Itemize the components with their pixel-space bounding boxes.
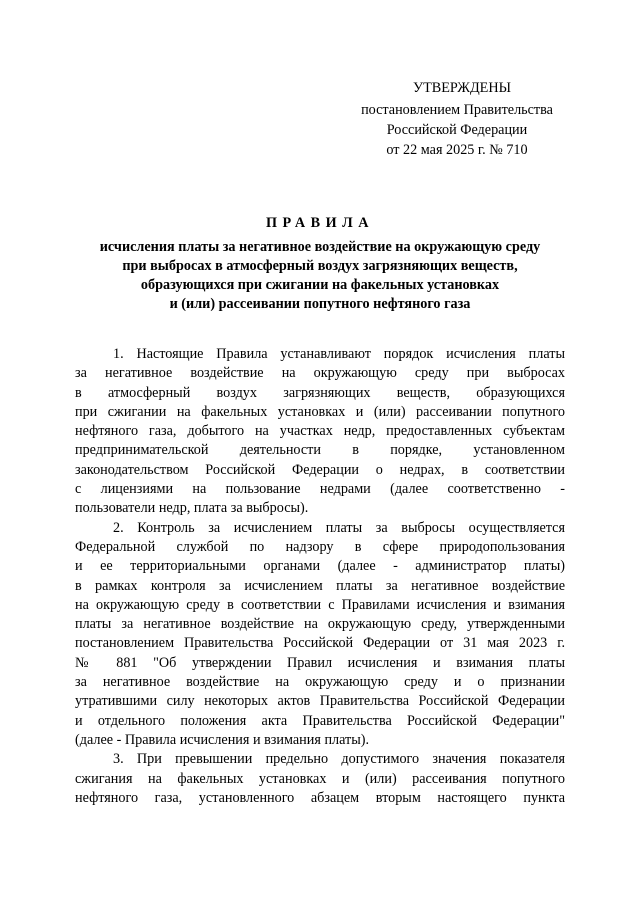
- paragraph-line: нефтяного газа, добытого на участках недр, предоставленных субъектам: [75, 423, 565, 440]
- paragraph-1: [75, 345, 565, 519]
- paragraph-line: с лицензиями на пользование недрами (далее соответственно -: [75, 481, 565, 498]
- subtitle-line: при выбросах в атмосферный воздух загрязняющих веществ,: [122, 258, 518, 274]
- paragraph-line: сжигания на факельных установках и (или) рассеивания попутного: [75, 770, 565, 787]
- paragraph-line: на окружающую среду в соответствии с Правилами исчисления и взимания: [75, 596, 565, 613]
- paragraph-line: в рамках контроля за исчислением платы за негативное воздействие: [75, 577, 565, 594]
- paragraph-line: за негативное воздействие на окружающую среду и о признании: [75, 674, 565, 691]
- approval-line: Российской Федерации: [386, 122, 528, 138]
- paragraph-line: 1. Настоящие Правила устанавливают порядок исчисления платы: [113, 346, 565, 362]
- paragraph-line: утратившими силу некоторых актов Правительства Российской Федерации: [75, 693, 565, 710]
- paragraph-line: при сжигании на факельных установках и (или) рассеивании попутного: [75, 403, 565, 420]
- paragraph-line: нефтяного газа, установленного абзацем вторым настоящего пункта: [75, 789, 565, 806]
- paragraph-line: в атмосферный воздух загрязняющих веществ, образующихся: [75, 384, 565, 401]
- approval-line: постановлением Правительства: [361, 102, 553, 118]
- paragraph-line: № 881 "Об утверждении Правил исчисления и взимания платы: [75, 654, 565, 671]
- subtitle-line: исчисления платы за негативное воздействие на окружающую среду: [99, 239, 541, 255]
- document-subtitle: [0, 238, 640, 314]
- paragraph-line: законодательством Российской Федерации о недрах, в соответствии: [75, 461, 565, 478]
- paragraph-line: и ее территориальными органами (далее - администратор платы): [75, 558, 565, 575]
- approval-block: [352, 78, 562, 160]
- paragraph-line: постановлением Правительства Российской Федерации от 31 мая 2023 г.: [75, 635, 565, 652]
- paragraph-line: платы за негативное воздействие на окружающую среду, утвержденными: [75, 616, 565, 633]
- paragraph-line: (далее - Правила исчисления и взимания платы).: [75, 731, 370, 748]
- document-body: [75, 345, 565, 808]
- paragraph-2: [75, 519, 565, 751]
- paragraph-3: [75, 750, 565, 808]
- paragraph-line: и отдельного положения акта Правительства Российской Федерации": [75, 712, 565, 729]
- paragraph-line: пользователи недр, плата за выбросы).: [75, 500, 309, 517]
- approval-heading: УТВЕРЖДЕНЫ: [413, 80, 511, 96]
- paragraph-line: Федеральной службой по надзору в сфере природопользования: [75, 538, 565, 555]
- subtitle-line: и (или) рассеивании попутного нефтяного газа: [169, 296, 471, 312]
- paragraph-line: 3. При превышении предельно допустимого значения показателя: [113, 751, 565, 768]
- approval-line: от 22 мая 2025 г. № 710: [386, 142, 528, 158]
- paragraph-line: за негативное воздействие на окружающую среду при выбросах: [75, 365, 565, 382]
- paragraph-line: предпринимательской деятельности в порядке, установленном: [75, 442, 565, 459]
- document-title: ПРАВИЛА: [266, 215, 374, 231]
- paragraph-line: 2. Контроль за исчислением платы за выбросы осуществляется: [113, 519, 565, 536]
- subtitle-line: образующихся при сжигании на факельных установках: [140, 277, 500, 293]
